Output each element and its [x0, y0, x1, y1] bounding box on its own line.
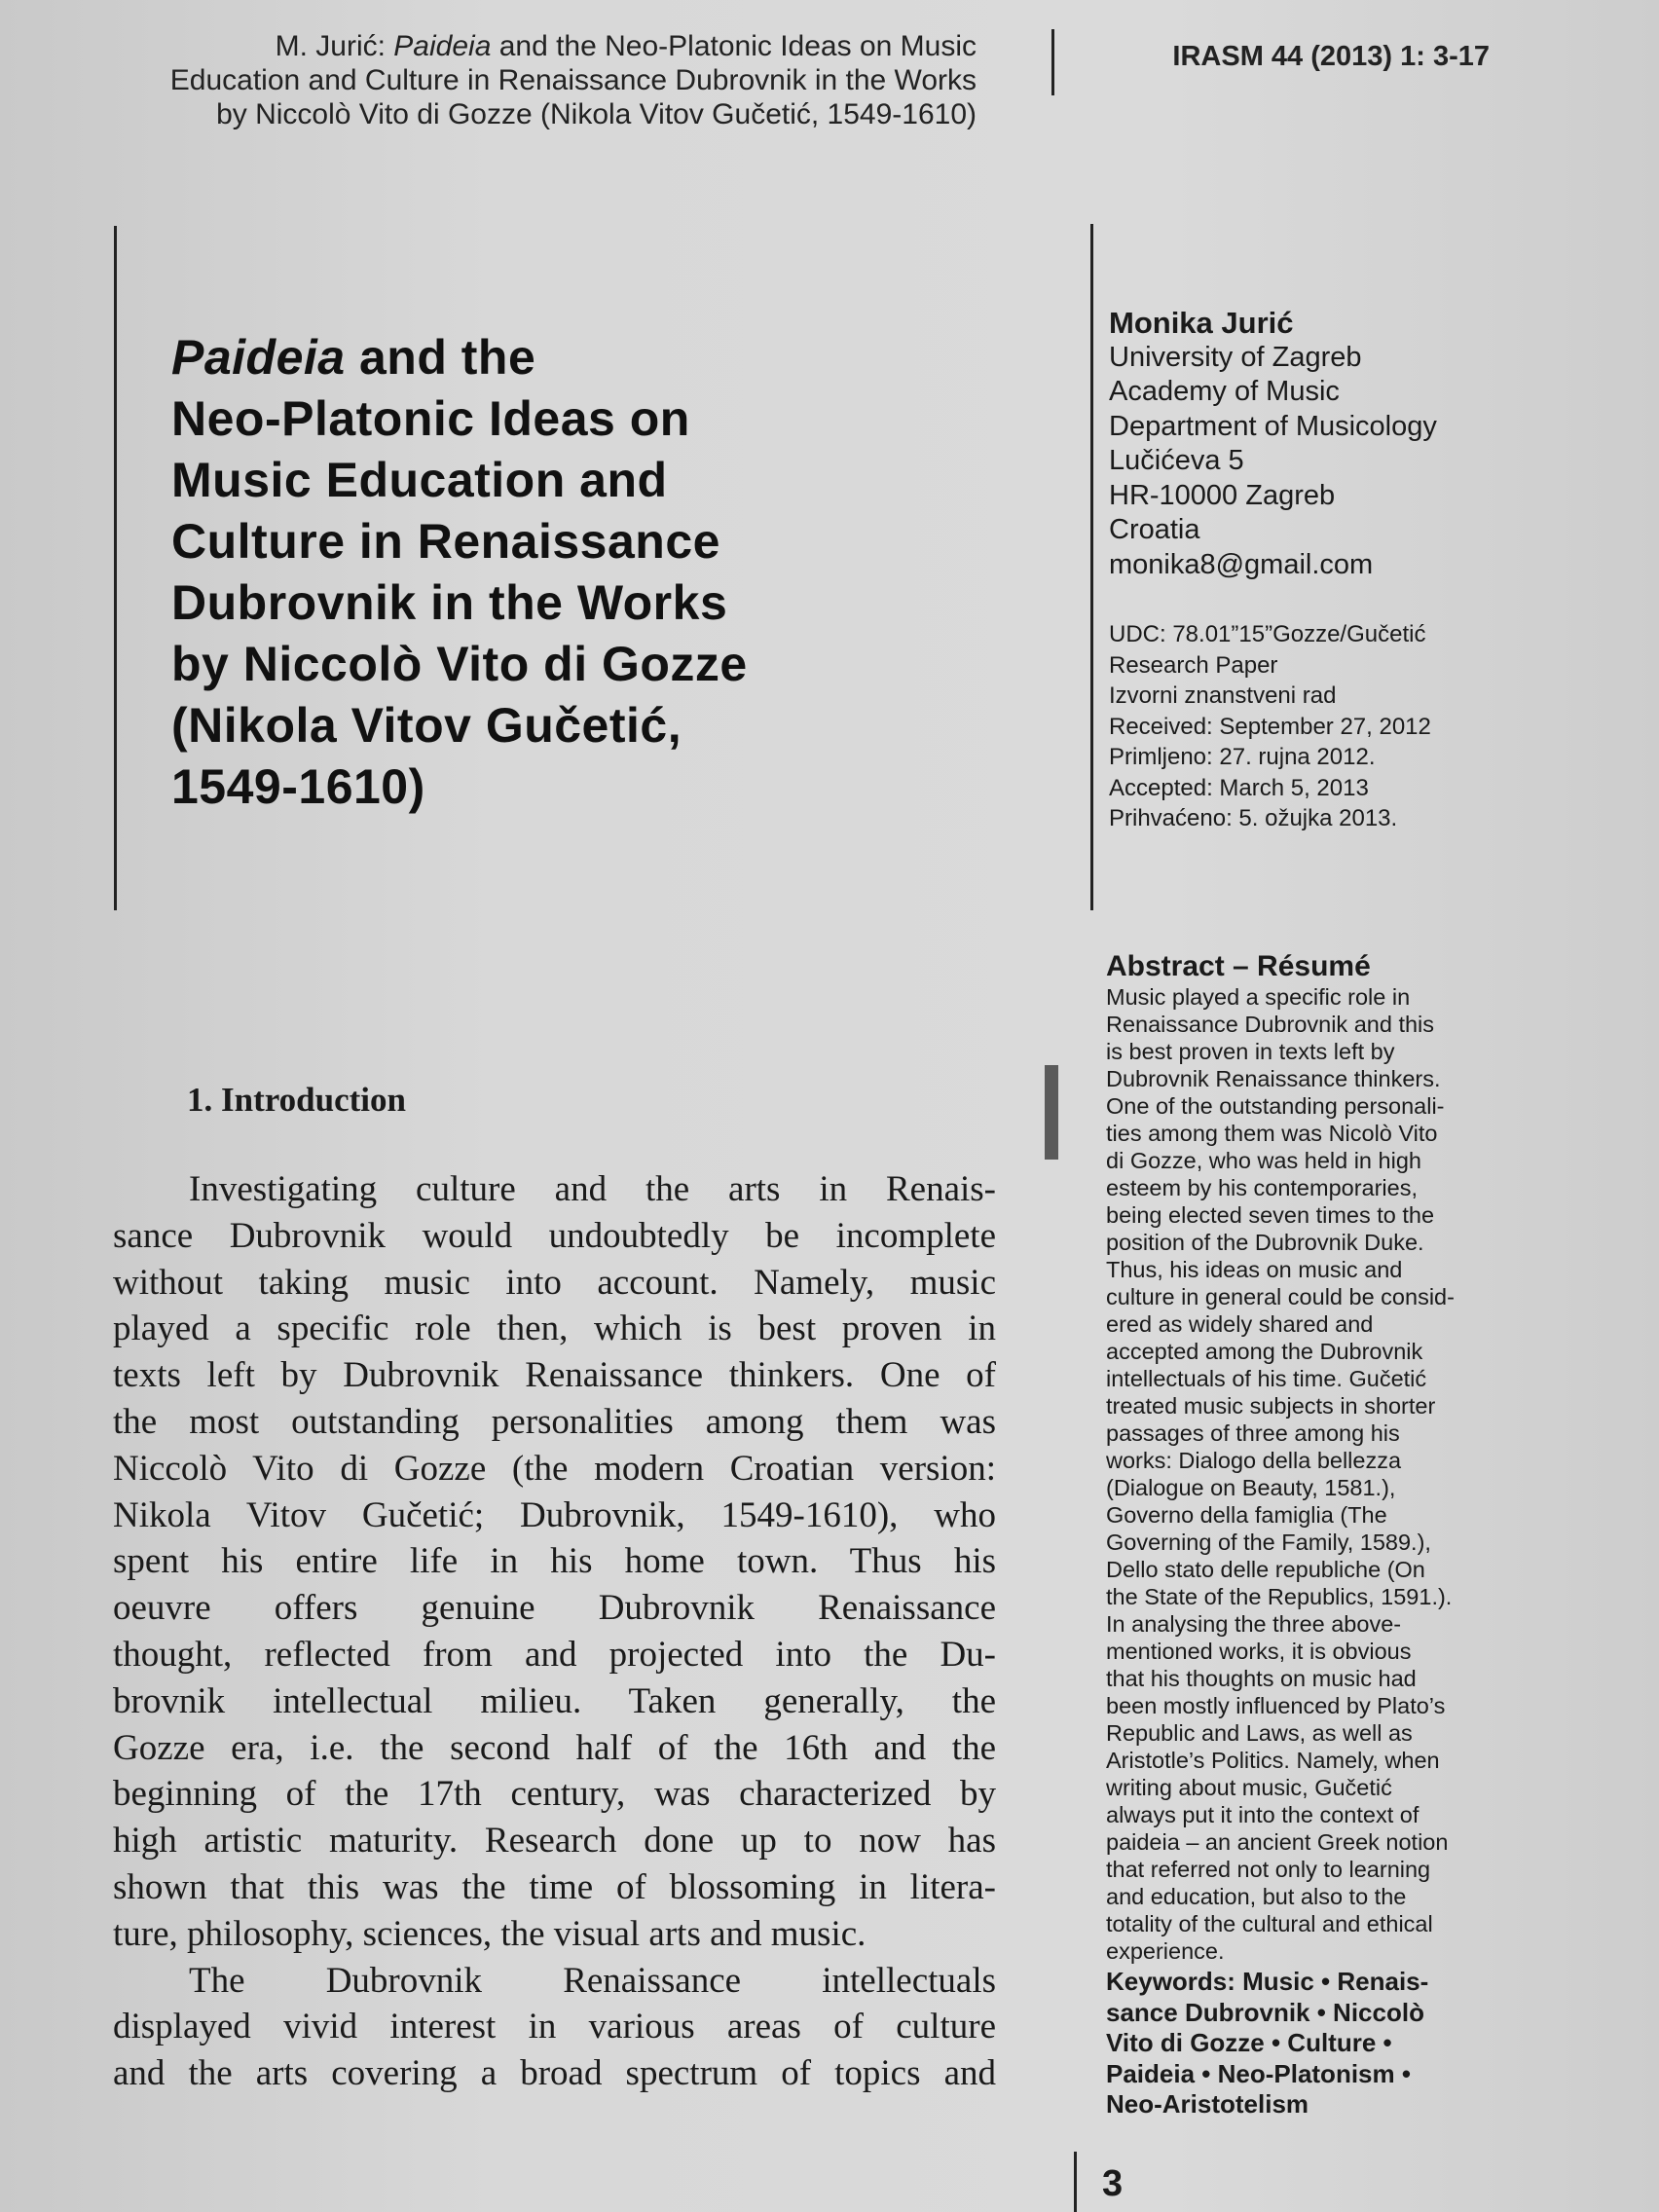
author-affiliation-line: Croatia — [1109, 514, 1200, 545]
author-affiliation-line: University of Zagreb — [1109, 341, 1362, 373]
abstract-line: and education, but also to the — [1106, 1884, 1407, 1909]
abstract-line: writing about music, Gučetić — [1106, 1775, 1392, 1800]
abstract-line: Renaissance Dubrovnik and this — [1106, 1012, 1435, 1037]
title-line: (Nikola Vitov Gučetić, — [171, 698, 682, 753]
author-block — [1109, 306, 1437, 582]
keywords — [1106, 1967, 1495, 2120]
abstract-line: (Dialogue on Beauty, 1581.), — [1106, 1475, 1396, 1500]
page-number: 3 — [1102, 2163, 1124, 2204]
keywords-line: Paideia • Neo-Platonism • — [1106, 2058, 1411, 2088]
author-affiliation-line: monika8@gmail.com — [1109, 548, 1374, 580]
running-head — [97, 29, 977, 131]
abstract-line: mentioned works, it is obvious — [1106, 1639, 1412, 1664]
abstract-line: In analysing the three above- — [1106, 1611, 1402, 1637]
abstract-line: works: Dialogo della bellezza — [1106, 1448, 1402, 1473]
abstract-heading: Abstract – Résumé — [1106, 950, 1371, 982]
body-line: without taking music into account. Namely, music — [113, 1262, 996, 1303]
abstract-line: is best proven in texts left by — [1106, 1039, 1395, 1064]
header-divider — [1051, 29, 1054, 95]
abstract-body — [1106, 983, 1495, 1965]
title-line — [171, 327, 748, 388]
title-line: Dubrovnik in the Works — [171, 575, 728, 630]
body-line: the most outstanding personalities among them was — [113, 1401, 996, 1442]
abstract-line: been mostly influenced by Plato’s — [1106, 1693, 1446, 1718]
abstract — [1106, 950, 1495, 2120]
abstract-line: Governo della famiglia (The — [1106, 1502, 1387, 1528]
running-head-line: Education and Culture in Renaissance Dubrovnik in the Works — [169, 64, 977, 96]
running-head-line: by Niccolò Vito di Gozze (Nikola Vitov Gučetić, 1549-1610) — [216, 98, 977, 130]
abstract-line: di Gozze, who was held in high — [1106, 1148, 1421, 1173]
abstract-line: Dello stato delle republiche (On — [1106, 1557, 1425, 1582]
body-line: oeuvre offers genuine Dubrovnik Renaissance — [113, 1588, 996, 1629]
abstract-line: experience. — [1106, 1938, 1225, 1964]
article-title — [171, 327, 748, 818]
body-line: Gozze era, i.e. the second half of the 16th and the — [113, 1727, 996, 1768]
abstract-line: that his thoughts on music had — [1106, 1666, 1417, 1691]
body-line: high artistic maturity. Research done up to now has — [113, 1821, 996, 1862]
title-text: and the — [345, 330, 536, 385]
body-line: The Dubrovnik Renaissance intellectuals — [189, 1960, 996, 2001]
body-line: beginning of the 17th century, was characterized by — [113, 1774, 996, 1815]
abstract-line: Aristotle’s Politics. Namely, when — [1106, 1748, 1440, 1773]
metadata-line: Primljeno: 27. rujna 2012. — [1109, 744, 1376, 770]
article-metadata — [1109, 619, 1431, 834]
abstract-line: Music played a specific role in — [1106, 984, 1411, 1010]
section-heading: 1. Introduction — [187, 1081, 406, 1119]
keywords-line: sance Dubrovnik • Niccolò — [1106, 1997, 1424, 2027]
running-head-italic: Paideia — [393, 30, 492, 62]
title-line: by Niccolò Vito di Gozze — [171, 637, 748, 691]
metadata-line: Research Paper — [1109, 651, 1278, 679]
abstract-line: One of the outstanding personali- — [1106, 1093, 1445, 1119]
abstract-line: the State of the Republics, 1591.). — [1106, 1584, 1453, 1609]
abstract-line: that referred not only to learning — [1106, 1857, 1431, 1882]
title-line: Culture in Renaissance — [171, 514, 720, 569]
running-head-line — [97, 29, 977, 63]
body-line: sance Dubrovnik would undoubtedly be incomplete — [113, 1215, 996, 1256]
body-line: Nikola Vitov Gučetić; Dubrovnik, 1549-1610), who — [113, 1494, 996, 1535]
abstract-line: Thus, his ideas on music and — [1106, 1257, 1403, 1282]
running-head-text: and the Neo-Platonic Ideas on Music — [491, 30, 977, 62]
metadata-line: UDC: 78.01”15”Gozze/Gučetić — [1109, 621, 1426, 647]
abstract-line: esteem by his contemporaries, — [1106, 1175, 1419, 1200]
author-rule — [1090, 224, 1093, 910]
abstract-line: passages of three among his — [1106, 1420, 1400, 1446]
body-line: spent his entire life in his home town. Thus his — [113, 1541, 996, 1582]
abstract-line: ered as widely shared and — [1106, 1311, 1374, 1337]
body-line: Investigating culture and the arts in Renais- — [189, 1169, 996, 1209]
author-affiliation-line: Academy of Music — [1109, 376, 1340, 407]
author-affiliation-line: HR-10000 Zagreb — [1109, 479, 1336, 511]
body-line: Niccolò Vito di Gozze (the modern Croatian version: — [113, 1448, 996, 1489]
body-line: ture, philosophy, sciences, the visual arts and music. — [113, 1913, 866, 1954]
body-line: thought, reflected from and projected into the Du- — [113, 1634, 996, 1675]
author-affiliation-line: Lučićeva 5 — [1109, 445, 1244, 476]
title-line: 1549-1610) — [171, 759, 425, 814]
title-italic: Paideia — [171, 330, 346, 385]
abstract-line: intellectuals of his time. Gučetić — [1106, 1366, 1427, 1391]
title-line: Neo-Platonic Ideas on — [171, 391, 690, 446]
abstract-line: being elected seven times to the — [1106, 1202, 1435, 1228]
metadata-line: Izvorni znanstveni rad — [1109, 682, 1337, 709]
body-line: and the arts covering a broad spectrum of topics and — [113, 2053, 996, 2094]
keywords-line: Keywords: Music • Renais- — [1106, 1967, 1429, 1996]
author-name: Monika Jurić — [1109, 306, 1294, 340]
title-line: Music Education and — [171, 453, 668, 507]
body-line: displayed vivid interest in various areas of culture — [113, 2007, 996, 2047]
abstract-line: position of the Dubrovnik Duke. — [1106, 1230, 1424, 1255]
body-line: shown that this was the time of blossoming in litera- — [113, 1866, 996, 1907]
abstract-line: Republic and Laws, as well as — [1106, 1720, 1413, 1746]
abstract-line: culture in general could be consid- — [1106, 1284, 1455, 1309]
abstract-line: treated music subjects in shorter — [1106, 1393, 1436, 1419]
author-affiliation-line: Department of Musicology — [1109, 410, 1437, 442]
abstract-line: ties among them was Nicolò Vito — [1106, 1121, 1438, 1146]
margin-marker — [1045, 1065, 1058, 1160]
metadata-line: Received: September 27, 2012 — [1109, 713, 1431, 740]
metadata-line: Prihvaćeno: 5. ožujka 2013. — [1109, 805, 1398, 831]
journal-reference: IRASM 44 (2013) 1: 3-17 — [1172, 41, 1490, 72]
abstract-line: Dubrovnik Renaissance thinkers. — [1106, 1066, 1441, 1091]
body-text — [113, 1166, 996, 2097]
abstract-line: Governing of the Family, 1589.), — [1106, 1530, 1431, 1555]
keywords-line: Vito di Gozze • Culture • — [1106, 2028, 1392, 2057]
metadata-line: Accepted: March 5, 2013 — [1109, 774, 1369, 801]
keywords-line: Neo-Aristotelism — [1106, 2089, 1309, 2119]
body-line: texts left by Dubrovnik Renaissance thinkers. One of — [113, 1355, 996, 1396]
body-line: played a specific role then, which is best proven in — [113, 1309, 996, 1349]
abstract-line: paideia – an ancient Greek notion — [1106, 1829, 1449, 1855]
title-rule — [114, 226, 117, 910]
body-line: brovnik intellectual milieu. Taken generally, the — [113, 1680, 996, 1721]
abstract-line: totality of the cultural and ethical — [1106, 1911, 1433, 1936]
footer-divider — [1074, 2152, 1077, 2212]
running-head-author: M. Jurić: — [275, 30, 394, 62]
abstract-line: always put it into the context of — [1106, 1802, 1419, 1827]
abstract-line: accepted among the Dubrovnik — [1106, 1339, 1423, 1364]
